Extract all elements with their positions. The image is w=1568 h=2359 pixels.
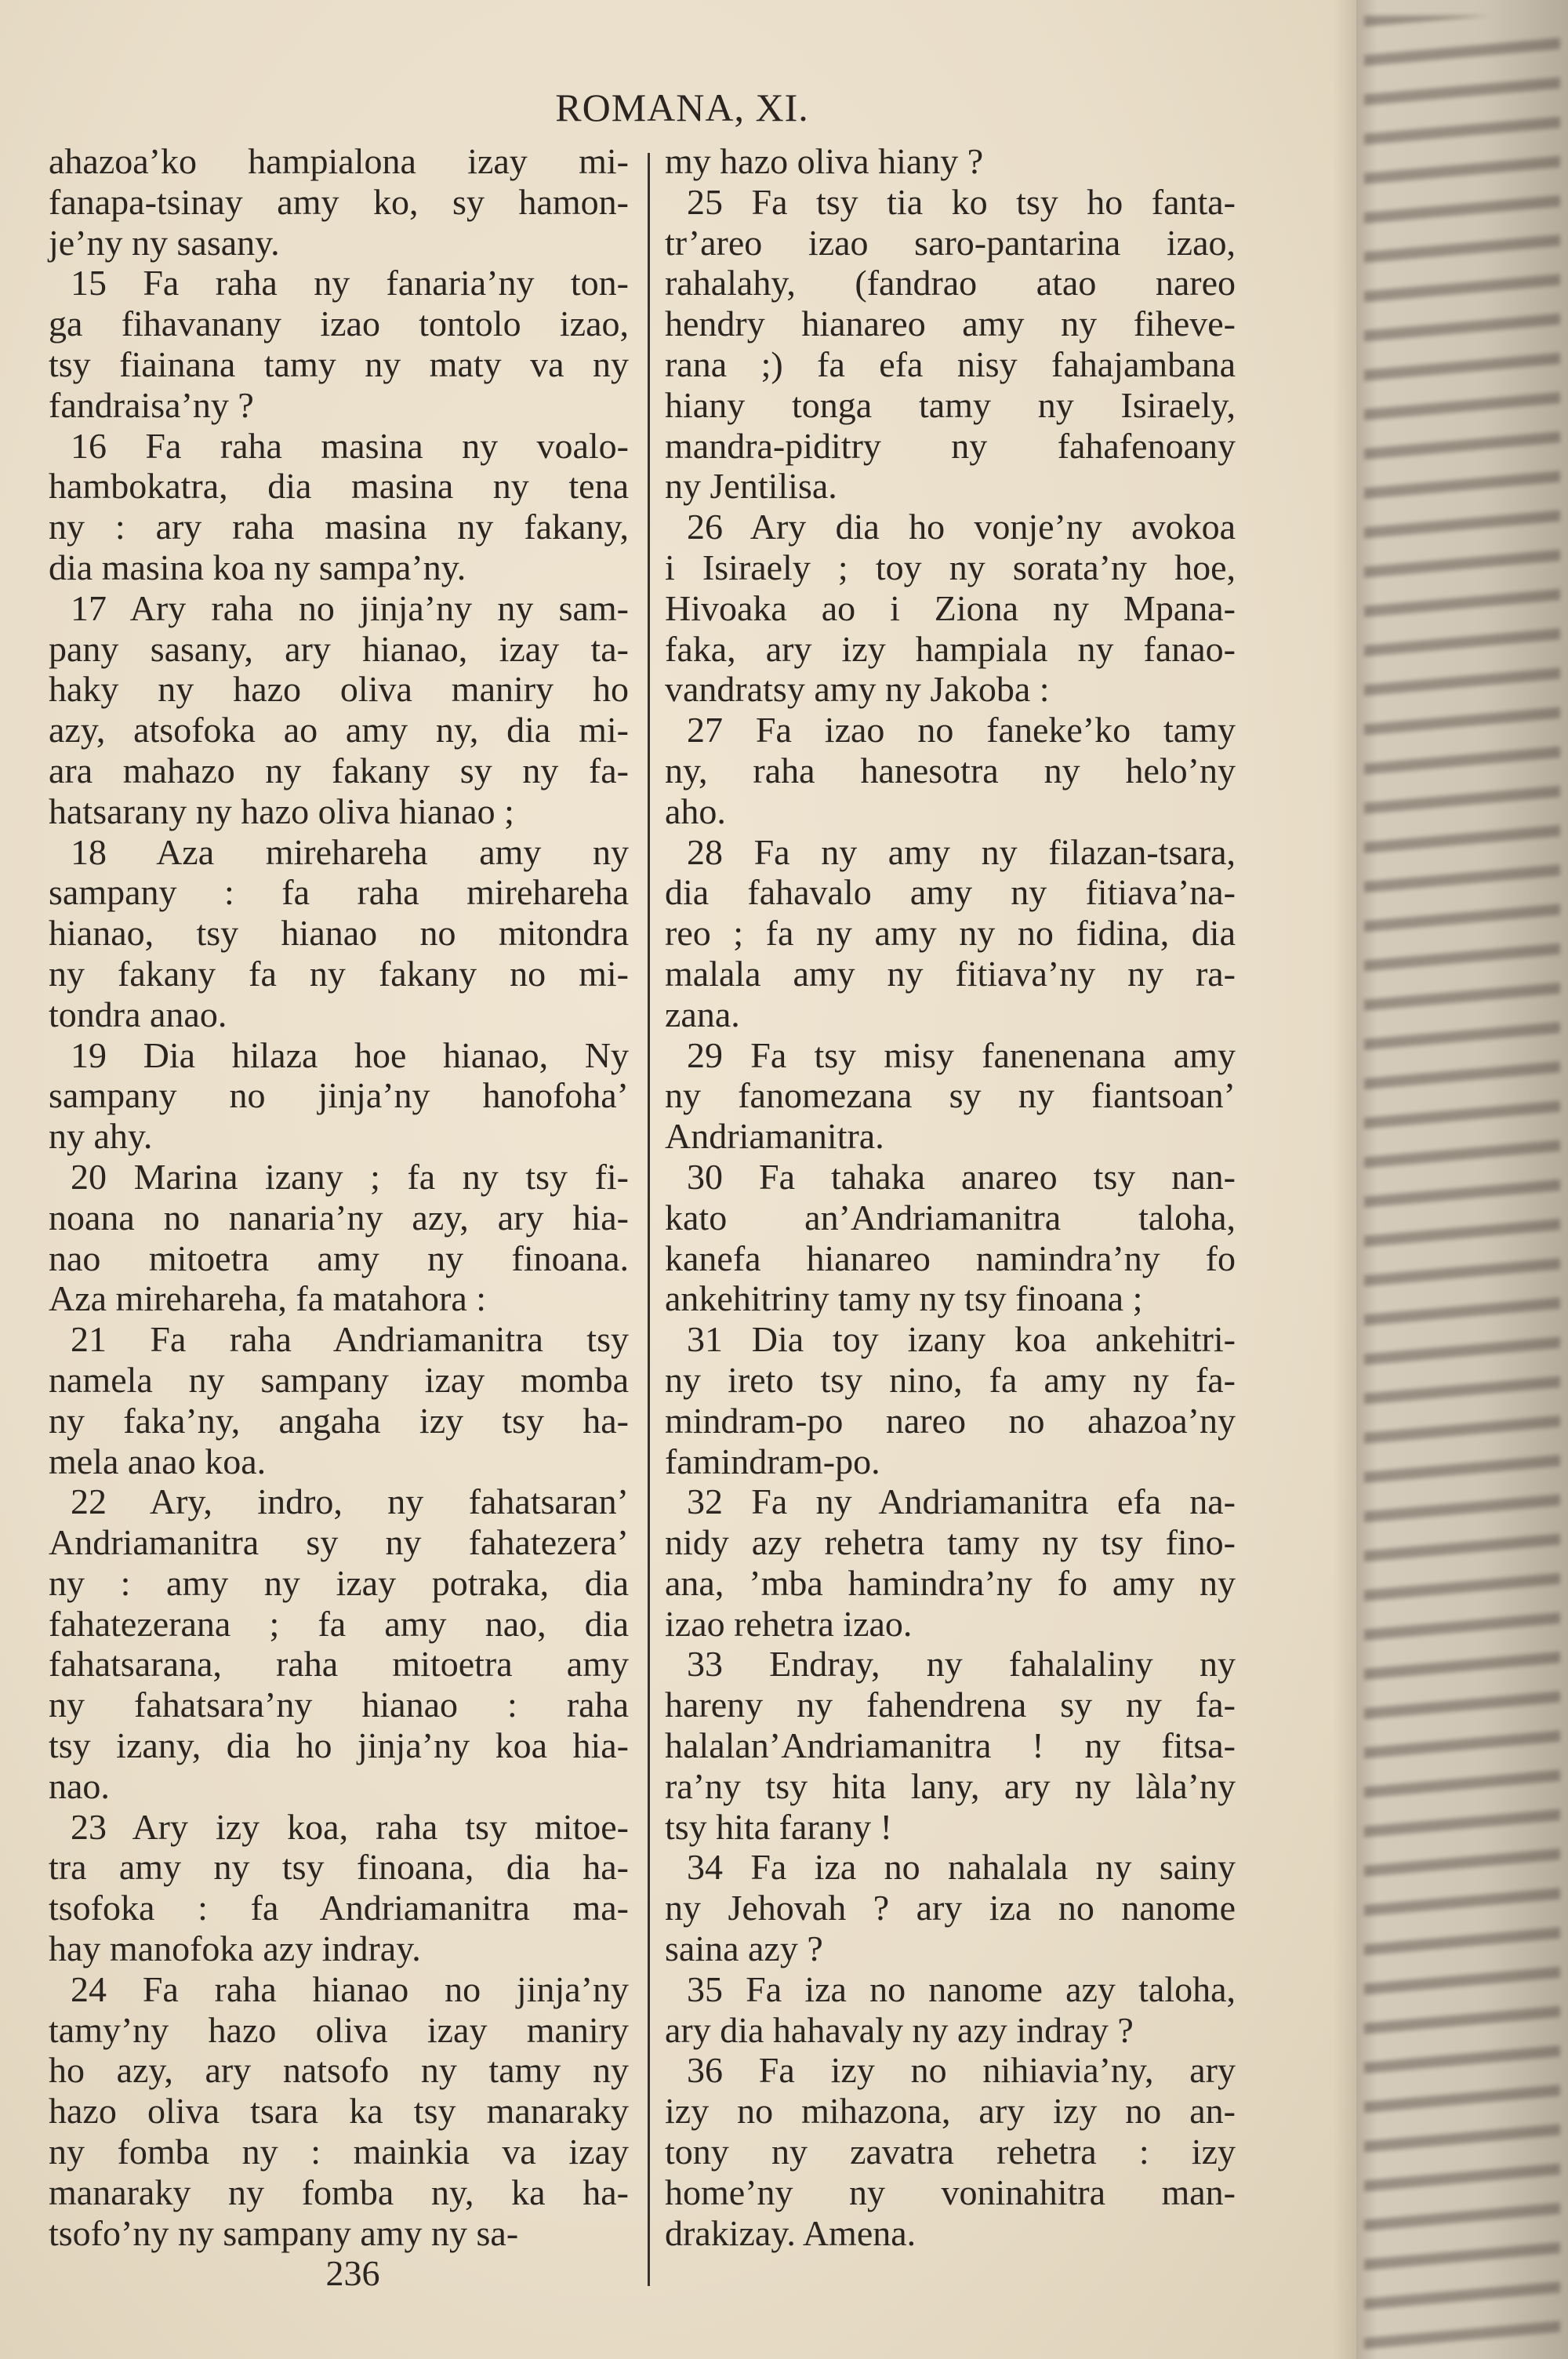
- text-line: fanapa-tsinay amy ko, sy hamon-: [49, 181, 629, 222]
- text-line: ny ahy.: [49, 1116, 153, 1157]
- text-line: izy no mihazona, ary izy no an-: [665, 2091, 1236, 2132]
- text-line: Hivoaka ao i Ziona ny Mpana-: [665, 587, 1236, 628]
- text-line: 15 Fa raha ny fanaria’ny ton-: [71, 263, 629, 304]
- text-line: ra’ny tsy hita lany, ary ny làla’ny: [665, 1765, 1236, 1806]
- text-line: sampany : fa raha mirehareha: [49, 872, 629, 913]
- text-line: sampany no jinja’ny hanofoha’: [49, 1075, 629, 1116]
- text-line: saina azy ?: [665, 1928, 823, 1969]
- text-line: hay manofoka azy indray.: [49, 1928, 421, 1969]
- text-line: nao.: [49, 1765, 110, 1806]
- text-line: 34 Fa iza no nahalala ny sainy: [687, 1847, 1236, 1888]
- text-line: 26 Ary dia ho vonje’ny avokoa: [687, 507, 1236, 547]
- running-header: ROMANA, XI.: [555, 85, 809, 129]
- text-line: 28 Fa ny amy ny filazan-tsara,: [687, 831, 1236, 872]
- text-line: ny, raha hanesotra ny helo’ny: [665, 750, 1236, 791]
- text-line: ny faka’ny, angaha izy tsy ha-: [49, 1400, 629, 1441]
- text-line: ahazoa’ko hampialona izay mi-: [49, 141, 629, 181]
- facing-page-edge: [1356, 0, 1568, 2359]
- text-line: ny fanomezana sy ny fiantsoan’: [665, 1075, 1236, 1116]
- text-line: rana ;) fa efa nisy fahajambana: [665, 343, 1236, 384]
- text-line: Aza mirehareha, fa matahora :: [49, 1278, 487, 1319]
- text-line: tsy fiainana tamy ny maty va ny: [49, 343, 629, 384]
- text-line: 36 Fa izy no nihiavia’ny, ary: [687, 2050, 1236, 2091]
- text-line: manaraky ny fomba ny, ka ha-: [49, 2172, 629, 2212]
- text-line: izao rehetra izao.: [665, 1603, 913, 1644]
- text-line: rahalahy, (fandrao atao nareo: [665, 263, 1236, 304]
- text-line: 22 Ary, indro, ny fahatsaran’: [71, 1481, 629, 1522]
- blurred-text-texture: [1364, 16, 1560, 2353]
- text-line: home’ny ny voninahitra man-: [665, 2172, 1236, 2212]
- text-line: ny Jehovah ? ary iza no nanome: [665, 1888, 1236, 1928]
- text-line: noana no nanaria’ny azy, ary hia-: [49, 1197, 629, 1238]
- text-line: ankehitriny tamy ny tsy finoana ;: [665, 1278, 1143, 1319]
- text-line: mela anao koa.: [49, 1441, 267, 1481]
- text-line: namela ny sampany izay momba: [49, 1359, 629, 1400]
- text-line: kato an’Andriamanitra taloha,: [665, 1197, 1236, 1238]
- text-line: tony ny zavatra rehetra : izy: [665, 2132, 1236, 2172]
- text-line: my hazo oliva hiany ?: [665, 141, 984, 181]
- text-line: fahatezerana ; fa amy nao, dia: [49, 1603, 629, 1644]
- text-line: kanefa hianareo namindra’ny fo: [665, 1238, 1236, 1278]
- text-line: fandraisa’ny ?: [49, 384, 254, 425]
- text-line: hendry hianareo amy ny fiheve-: [665, 304, 1236, 344]
- text-line: 31 Dia toy izany koa ankehitri-: [687, 1319, 1236, 1360]
- text-line: zana.: [665, 994, 740, 1034]
- text-line: vandratsy amy ny Jakoba :: [665, 669, 1050, 710]
- text-line: tra amy ny tsy finoana, dia ha-: [49, 1847, 629, 1888]
- column-divider: [648, 153, 650, 2286]
- text-line: Andriamanitra sy ny fahatezera’: [49, 1522, 629, 1563]
- text-line: 25 Fa tsy tia ko tsy ho fanta-: [687, 181, 1236, 222]
- text-line: azy, atsofoka ao amy ny, dia mi-: [49, 710, 629, 751]
- text-line: 19 Dia hilaza hoe hianao, Ny: [71, 1034, 629, 1075]
- text-line: ana, ’mba hamindra’ny fo amy ny: [665, 1562, 1236, 1603]
- text-line: dia masina koa ny sampa’ny.: [49, 547, 466, 587]
- text-line: malala amy ny fitiava’ny ny ra-: [665, 953, 1236, 994]
- text-line: halalan’Andriamanitra ! ny fitsa-: [665, 1725, 1236, 1766]
- text-line: 33 Endray, ny fahalaliny ny: [687, 1644, 1236, 1685]
- text-line: je’ny ny sasany.: [49, 222, 280, 263]
- text-line: pany sasany, ary hianao, izay ta-: [49, 628, 629, 669]
- text-line: hambokatra, dia masina ny tena: [49, 466, 629, 507]
- text-line: 32 Fa ny Andriamanitra efa na-: [687, 1481, 1236, 1522]
- text-line: dia fahavalo amy ny fitiava’na-: [665, 872, 1236, 913]
- text-line: mandra-piditry ny fahafenoany: [665, 425, 1236, 466]
- text-line: 35 Fa iza no nanome azy taloha,: [687, 1968, 1236, 2009]
- text-line: ny fahatsara’ny hianao : raha: [49, 1685, 629, 1725]
- text-line: tondra anao.: [49, 994, 227, 1034]
- text-line: hazo oliva tsara ka tsy manaraky: [49, 2091, 629, 2132]
- text-line: 21 Fa raha Andriamanitra tsy: [71, 1319, 629, 1360]
- text-line: 20 Marina izany ; fa ny tsy fi-: [71, 1156, 629, 1197]
- text-line: tsy izany, dia ho jinja’ny koa hia-: [49, 1725, 629, 1766]
- text-line: tr’areo izao saro-pantarina izao,: [665, 222, 1236, 263]
- text-line: tsy hita farany !: [665, 1806, 892, 1847]
- text-line: tsofo’ny ny sampany amy ny sa-: [49, 2212, 519, 2253]
- text-line: famindram-po.: [665, 1441, 880, 1481]
- text-line: hareny ny fahendrena sy ny fa-: [665, 1685, 1236, 1725]
- page-number: 236: [325, 2253, 380, 2293]
- text-line: tsofoka : fa Andriamanitra ma-: [49, 1888, 629, 1928]
- text-line: ny Jentilisa.: [665, 466, 837, 507]
- text-line: ny fomba ny : mainkia va izay: [49, 2132, 629, 2172]
- text-line: Andriamanitra.: [665, 1116, 884, 1157]
- text-line: hiany tonga tamy ny Isiraely,: [665, 384, 1236, 425]
- text-line: 18 Aza mirehareha amy ny: [71, 831, 629, 872]
- text-line: 29 Fa tsy misy fanenenana amy: [687, 1034, 1236, 1075]
- text-line: reo ; fa ny amy ny no fidina, dia: [665, 913, 1236, 954]
- text-line: ny : ary raha masina ny fakany,: [49, 507, 629, 547]
- text-line: 24 Fa raha hianao no jinja’ny: [71, 1968, 629, 2009]
- text-line: i Isiraely ; toy ny sorata’ny hoe,: [665, 547, 1236, 587]
- text-line: hatsarany ny hazo oliva hianao ;: [49, 791, 514, 831]
- text-line: fahatsarana, raha mitoetra amy: [49, 1644, 629, 1685]
- text-line: mindram-po nareo no ahazoa’ny: [665, 1400, 1236, 1441]
- text-line: ny fakany fa ny fakany no mi-: [49, 953, 629, 994]
- left-column: [49, 141, 629, 2253]
- text-line: ny : amy ny izay potraka, dia: [49, 1562, 629, 1603]
- text-line: nao mitoetra amy ny finoana.: [49, 1238, 629, 1278]
- text-line: ary dia hahavaly ny azy indray ?: [665, 2009, 1134, 2050]
- text-line: drakizay. Amena.: [665, 2212, 916, 2253]
- text-line: aho.: [665, 791, 726, 831]
- text-line: ga fihavanany izao tontolo izao,: [49, 304, 629, 344]
- text-line: tamy’ny hazo oliva izay maniry: [49, 2009, 629, 2050]
- text-line: faka, ary izy hampiala ny fanao-: [665, 628, 1236, 669]
- text-line: 23 Ary izy koa, raha tsy mitoe-: [71, 1806, 629, 1847]
- text-line: ara mahazo ny fakany sy ny fa-: [49, 750, 629, 791]
- text-line: 16 Fa raha masina ny voalo-: [71, 425, 629, 466]
- text-line: ho azy, ary natsofo ny tamy ny: [49, 2050, 629, 2091]
- text-line: nidy azy rehetra tamy ny tsy fino-: [665, 1522, 1236, 1563]
- text-line: haky ny hazo oliva maniry ho: [49, 669, 629, 710]
- text-line: 27 Fa izao no faneke’ko tamy: [687, 710, 1236, 751]
- text-line: 30 Fa tahaka anareo tsy nan-: [687, 1156, 1236, 1197]
- text-line: ny ireto tsy nino, fa amy ny fa-: [665, 1359, 1236, 1400]
- text-line: 17 Ary raha no jinja’ny ny sam-: [71, 587, 629, 628]
- right-column: [665, 141, 1236, 2253]
- text-line: hianao, tsy hianao no mitondra: [49, 913, 629, 954]
